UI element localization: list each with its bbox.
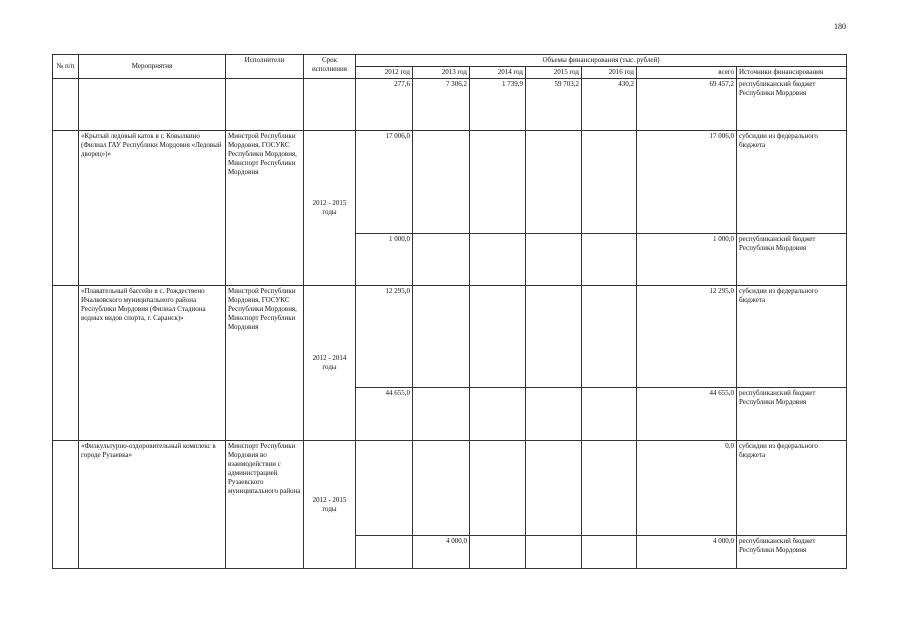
- table-row: [53, 131, 847, 234]
- col-header-sources: Источники финансирования: [737, 67, 847, 79]
- value-cell: [470, 441, 526, 536]
- value-cell: [526, 536, 582, 569]
- source-cell: субсидии из федерального бюджета: [737, 441, 847, 536]
- term-cell: 2012 - 2015 годы: [304, 131, 356, 286]
- col-header-executors: Исполнители: [226, 55, 304, 79]
- total-cell: 12 295,0: [637, 286, 737, 388]
- value-cell: [582, 388, 637, 441]
- event-cell: «Крытый ледовый каток в г. Ковылкино (Филиал ГАУ Республики Мордовия «Ледовый дворец»)»: [79, 131, 226, 286]
- value-cell: [470, 234, 526, 286]
- value-cell: [526, 131, 582, 234]
- total-cell: 0,0: [637, 441, 737, 536]
- table-row: [53, 79, 847, 131]
- value-cell: [470, 388, 526, 441]
- value-cell: 4 000,0: [413, 536, 470, 569]
- value-cell: 1 000,0: [356, 234, 413, 286]
- total-cell: 44 655,0: [637, 388, 737, 441]
- total-cell: 1 000,0: [637, 234, 737, 286]
- value-cell: 59 703,2: [526, 79, 582, 131]
- value-cell: [413, 286, 470, 388]
- page-number: 180: [834, 22, 846, 31]
- value-cell: [582, 286, 637, 388]
- value-cell: [413, 441, 470, 536]
- executors-cell: Минстрой Республики Мордовия, ГОСУКС Республики Мордовия, Минспорт Республики Мордовия: [226, 286, 304, 441]
- value-cell: 430,2: [582, 79, 637, 131]
- source-cell: республиканский бюджет Республики Мордовия: [737, 79, 847, 131]
- value-cell: 17 006,0: [356, 131, 413, 234]
- source-cell: республиканский бюджет Республики Мордовия: [737, 536, 847, 569]
- value-cell: 1 739,9: [470, 79, 526, 131]
- value-cell: 7 306,2: [413, 79, 470, 131]
- source-cell: субсидии из федерального бюджета: [737, 131, 847, 234]
- value-cell: 44 655,0: [356, 388, 413, 441]
- value-cell: [526, 441, 582, 536]
- value-cell: [356, 441, 413, 536]
- value-cell: [526, 388, 582, 441]
- value-cell: [413, 234, 470, 286]
- year-header: 2016 год: [582, 67, 637, 79]
- value-cell: [526, 286, 582, 388]
- value-cell: 12 295,0: [356, 286, 413, 388]
- value-cell: 277,6: [356, 79, 413, 131]
- col-header-total: всего: [637, 67, 737, 79]
- term-cell: 2012 - 2014 годы: [304, 286, 356, 441]
- value-cell: [470, 131, 526, 234]
- col-header-event: Мероприятия: [79, 55, 226, 79]
- value-cell: [582, 441, 637, 536]
- source-cell: республиканский бюджет Республики Мордовия: [737, 234, 847, 286]
- value-cell: [413, 388, 470, 441]
- value-cell: [413, 131, 470, 234]
- value-cell: [582, 234, 637, 286]
- year-header: 2015 год: [526, 67, 582, 79]
- col-header-term: Срок исполнения: [304, 55, 356, 79]
- total-cell: 17 006,0: [637, 131, 737, 234]
- value-cell: [526, 234, 582, 286]
- source-cell: субсидии из федерального бюджета: [737, 286, 847, 388]
- total-cell: 69 457,2: [637, 79, 737, 131]
- event-cell: «Физкультурно-оздоровительный комплекс в городе Рузаевка»: [79, 441, 226, 569]
- value-cell: [582, 131, 637, 234]
- col-header-funding: Объемы финансирования (тыс. рублей): [356, 55, 847, 67]
- value-cell: [470, 536, 526, 569]
- executors-cell: Минстрой Республики Мордовия, ГОСУКС Республики Мордовия, Минспорт Республики Мордовия: [226, 131, 304, 286]
- total-cell: 4 000,0: [637, 536, 737, 569]
- year-header: 2013 год: [413, 67, 470, 79]
- term-cell: 2012 - 2015 годы: [304, 441, 356, 569]
- value-cell: [582, 536, 637, 569]
- table-row: [53, 286, 847, 388]
- funding-table: [52, 54, 847, 569]
- value-cell: [356, 536, 413, 569]
- executors-cell: Минспорт Республики Мордовия во взаимодействии с администрацией Рузаевского муниципального района: [226, 441, 304, 569]
- event-cell: «Плавательный бассейн в с. Рождествено Ичалковского муниципального района Республики Мордовия (Филиал Стадиона водных видов спорта, г. Саранск)»: [79, 286, 226, 441]
- source-cell: республиканский бюджет Республики Мордовия: [737, 388, 847, 441]
- table-row: [53, 441, 847, 536]
- col-header-num: № п/п: [53, 55, 79, 79]
- year-header: 2012 год: [356, 67, 413, 79]
- value-cell: [470, 286, 526, 388]
- year-header: 2014 год: [470, 67, 526, 79]
